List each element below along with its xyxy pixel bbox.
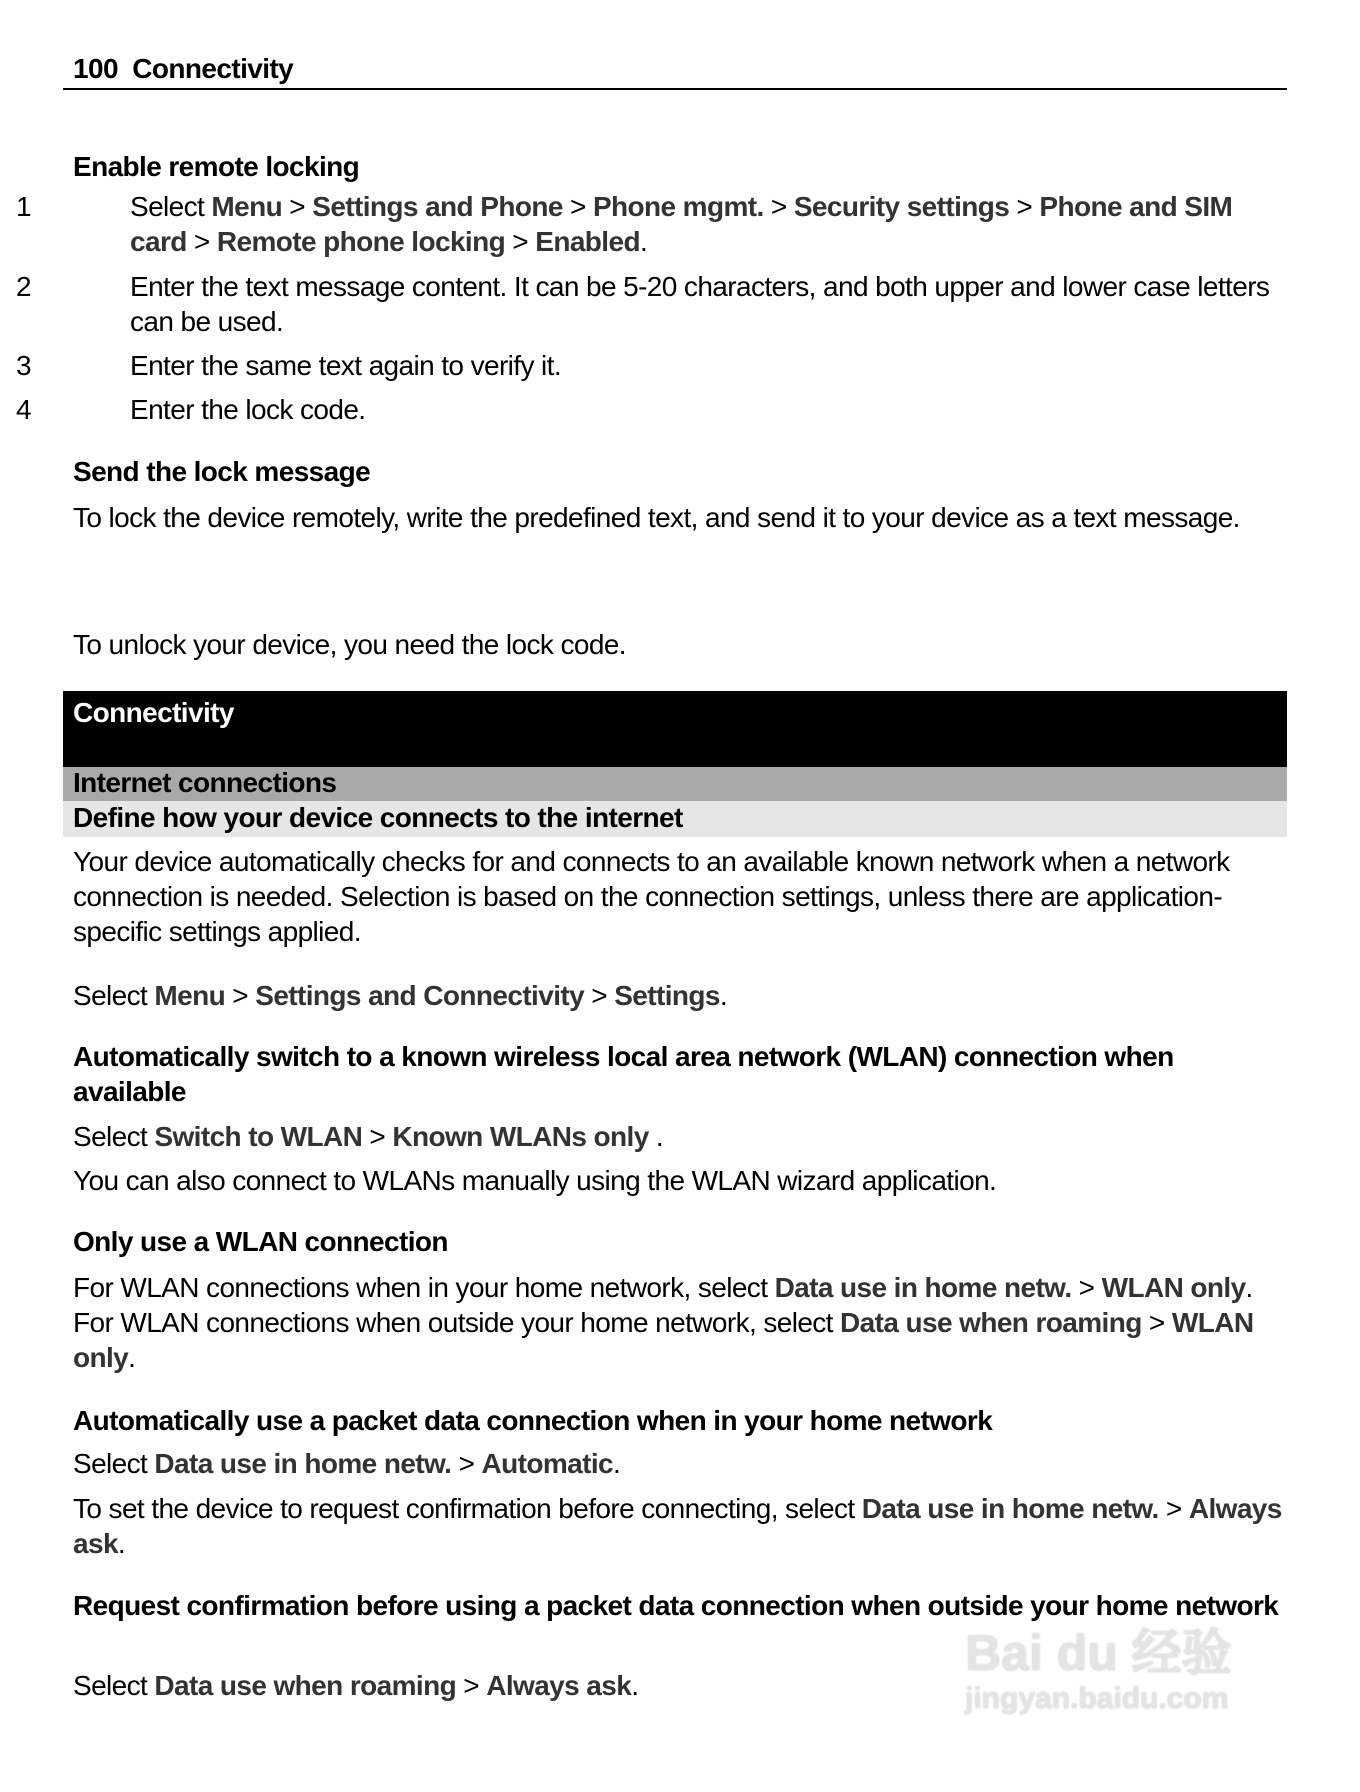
section-title: Internet connections (73, 767, 337, 798)
step-3: 3 Enter the same text again to verify it. (16, 350, 562, 381)
page-number: 100 (73, 53, 118, 84)
roaming-path: Select Data use when roaming > Always ask. (73, 1670, 639, 1701)
wlan-auto-note: You can also connect to WLANs manually using the WLAN wizard application. (73, 1165, 997, 1196)
select-settings-path: Select Menu > Settings and Connectivity > Settings. (73, 980, 728, 1011)
lock-message-paragraph: To lock the device remotely, write the predefined text, and send it to your device as a text message. (73, 502, 1240, 533)
packet-home-path: Select Data use in home netw. > Automatic. (73, 1448, 621, 1479)
subsection-title: Define how your device connects to the internet (73, 802, 683, 833)
header-rule (63, 88, 1287, 90)
unlock-paragraph: To unlock your device, you need the lock code. (73, 629, 626, 660)
heading-send-lock-message: Send the lock message (73, 456, 371, 487)
heading-roaming: Request confirmation before using a packet data connection when outside your home network (73, 1590, 1279, 1621)
packet-home-confirm: To set the device to request confirmation before connecting, select Data use in home netw. > Always ask. (73, 1493, 1282, 1559)
step-2: 2 Enter the text message content. It can be 5-20 characters, and both upper and lower case letters can be used. (16, 271, 1270, 337)
step-1: 1 Select Menu > Settings and Phone > Phone mgmt. > Security settings > Phone and SIM card > Remote phone locking > Enabled. (16, 191, 1233, 257)
chapter-title: Connectivity (73, 697, 234, 728)
heading-wlan-auto: Automatically switch to a known wireless local area network (WLAN) connection when available (73, 1041, 1174, 1107)
heading-wlan-only: Only use a WLAN connection (73, 1226, 448, 1257)
watermark-url: jingyan.baidu.com (965, 1682, 1229, 1715)
running-title: Connectivity (132, 53, 294, 84)
wlan-only-paragraph: For WLAN connections when in your home network, select Data use in home netw. > WLAN only. For WLAN connections when outside your home network, select Data use when roaming > WLAN only. (73, 1272, 1254, 1373)
step-4: 4 Enter the lock code. (16, 394, 366, 425)
wlan-auto-path: Select Switch to WLAN > Known WLANs only . (73, 1121, 664, 1152)
heading-enable-remote-locking: Enable remote locking (73, 151, 360, 182)
watermark-logo: Bai du 经验 (965, 1625, 1232, 1681)
intro-paragraph: Your device automatically checks for and connects to an available known network when a network connection is needed. Selection is based on the connection settings, unless there are application-specific settings applied. (73, 846, 1230, 947)
heading-packet-home: Automatically use a packet data connection when in your home network (73, 1405, 993, 1436)
baidu-watermark (965, 1625, 1232, 1717)
page-header (73, 51, 1293, 86)
